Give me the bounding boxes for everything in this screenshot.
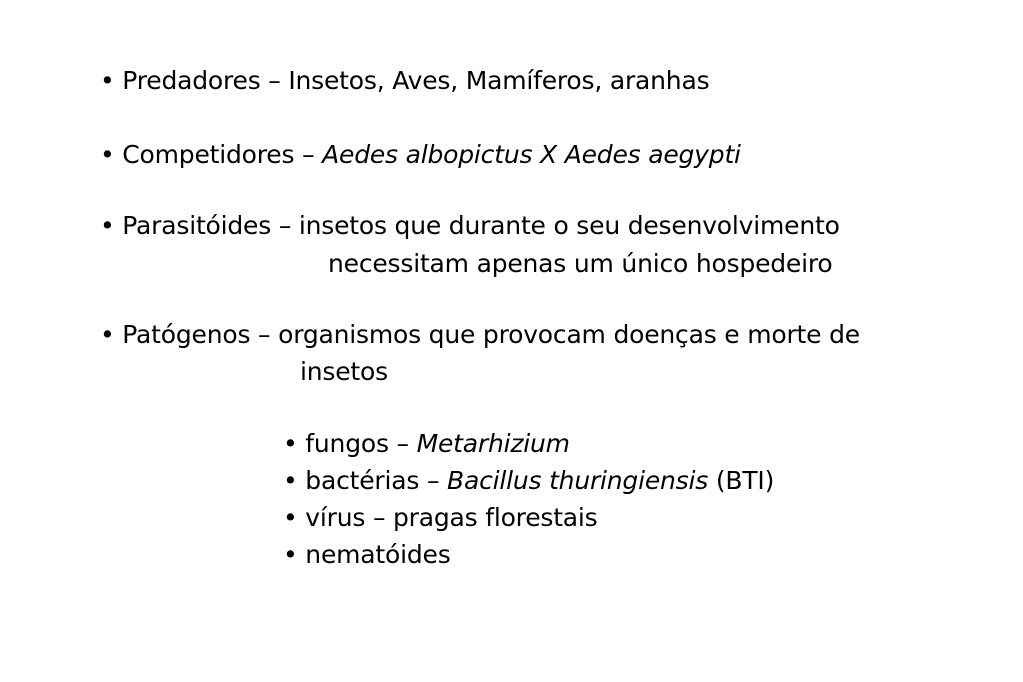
sub-item-label: nematóides xyxy=(305,540,451,569)
bullet-competidores xyxy=(100,140,741,170)
bullet-term: Predadores xyxy=(122,66,261,95)
sub-item-fungos xyxy=(283,429,570,459)
bullet-dash: – xyxy=(302,140,315,169)
bullet-description-line2: insetos xyxy=(300,357,388,386)
bullet-dash: – xyxy=(258,320,271,349)
bullet-term: Parasitóides xyxy=(122,211,272,240)
sub-item-dash: – xyxy=(396,429,409,458)
bullet-marker: • xyxy=(100,140,115,169)
bullet-description-line2: necessitam apenas um único hospedeiro xyxy=(328,249,833,278)
bullet-description-species: Aedes albopictus X Aedes aegypti xyxy=(322,140,741,169)
sub-item-label: bactérias xyxy=(305,466,420,495)
sub-bullet-marker: • xyxy=(283,466,298,495)
bullet-patogenos xyxy=(100,320,860,350)
bullet-patogenos-continuation xyxy=(300,357,388,387)
sub-item-label: fungos xyxy=(305,429,389,458)
bullet-term: Patógenos xyxy=(122,320,251,349)
sub-bullet-marker: • xyxy=(283,540,298,569)
bullet-marker: • xyxy=(100,320,115,349)
sub-item-label: vírus xyxy=(305,503,366,532)
sub-item-example: pragas florestais xyxy=(393,503,598,532)
sub-item-dash: – xyxy=(372,503,386,532)
bullet-term: Competidores xyxy=(122,140,295,169)
bullet-description-line1: insetos que durante o seu desenvolvimento xyxy=(298,211,840,240)
bullet-marker: • xyxy=(100,211,115,240)
sub-bullet-marker: • xyxy=(283,429,298,458)
bullet-dash: – xyxy=(278,211,292,240)
bullet-parasitoides xyxy=(100,211,840,241)
sub-item-dash: – xyxy=(426,466,440,495)
bullet-parasitoides-continuation xyxy=(328,249,832,279)
bullet-dash: – xyxy=(268,66,281,95)
bullet-description-line1: organismos que provocam doenças e morte de xyxy=(278,320,860,349)
sub-item-suffix: (BTI) xyxy=(715,466,775,495)
sub-bullet-marker: • xyxy=(283,503,298,532)
sub-item-example: Metarhizium xyxy=(416,429,570,458)
sub-item-nematoides xyxy=(283,540,451,570)
sub-item-example: Bacillus thuringiensis xyxy=(447,466,709,495)
bullet-description: Insetos, Aves, Mamíferos, aranhas xyxy=(288,66,710,95)
bullet-predadores xyxy=(100,66,709,96)
sub-item-bacterias xyxy=(283,466,774,496)
bullet-marker: • xyxy=(100,66,115,95)
sub-item-virus xyxy=(283,503,598,533)
